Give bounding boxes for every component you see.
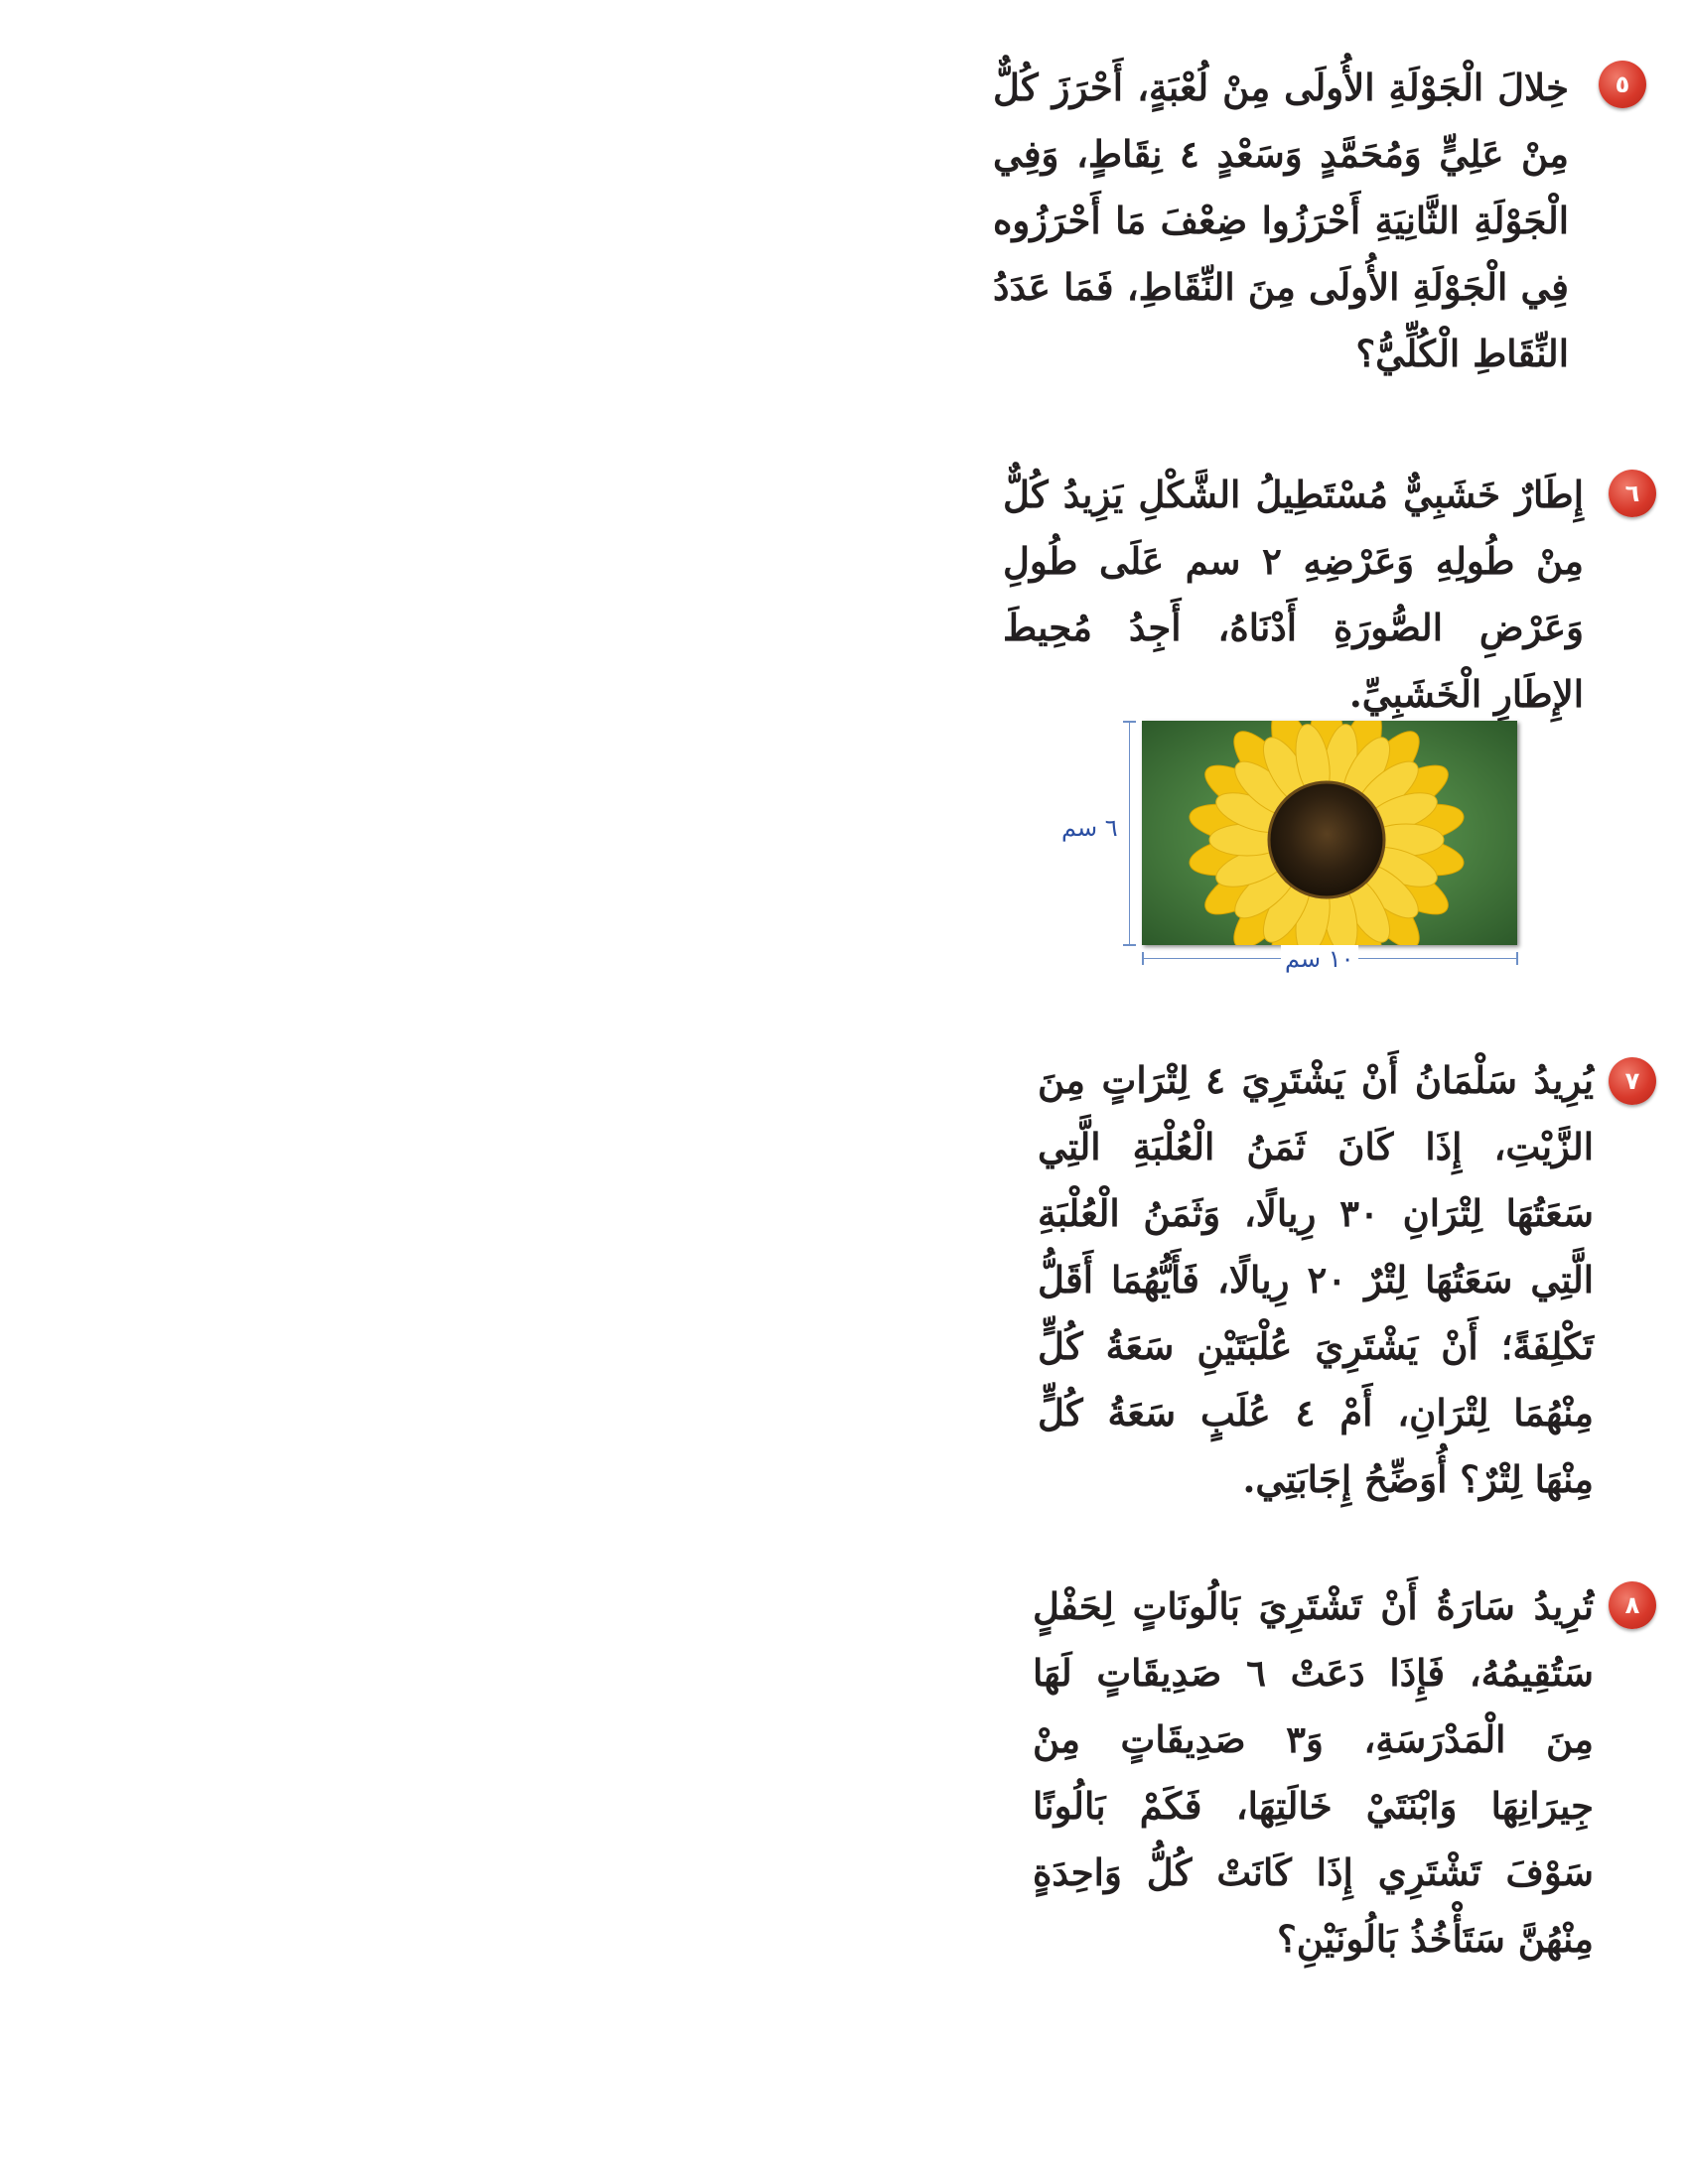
- problem-number-badge: ٧: [1609, 1057, 1656, 1105]
- dimension-tick: [1142, 952, 1144, 965]
- problem-number-badge: ٨: [1609, 1581, 1656, 1629]
- problem-text: خِلالَ الْجَوْلَةِ الأُولَى مِنْ لُعْبَةٍ، أَحْرَزَ كُلٌّ مِنْ عَلِيٍّ وَمُحَمَّدٍ وَسَعْدٍ ٤ نِقَاطٍ، وَفِي الْجَوْلَةِ الثَّانِيَةِ أَحْرَزُوا ضِعْفَ مَا أَحْرَزُوه فِي الْجَوْلَةِ الأُولَى مِنَ النِّقَاطِ، فَمَا عَدَدُ النِّقَاطِ الْكُلِّيُّ؟: [993, 66, 1569, 375]
- problem-number-badge: ٦: [1609, 470, 1656, 517]
- problem-text: إِطَارٌ خَشَبِيٌّ مُسْتَطِيلُ الشَّكْلِ يَزِيدُ كُلٌّ مِنْ طُولِهِ وَعَرْضِهِ ٢ سم عَلَى طُولِ وَعَرْضِ الصُّورَةِ أَدْنَاهُ، أَجِدُ مُحِيطَ الإِطَارِ الْخَشَبِيِّ.: [1003, 473, 1584, 716]
- picture-frame-figure: [1057, 715, 1534, 993]
- dimension-tick: [1123, 944, 1136, 946]
- dimension-tick: [1123, 721, 1136, 723]
- problem-number-badge: ٥: [1599, 61, 1646, 108]
- width-label: ١٠ سم: [1281, 945, 1358, 973]
- height-label: ٦ سم: [1057, 814, 1122, 842]
- problem-text: يُرِيدُ سَلْمَانُ أَنْ يَشْتَرِيَ ٤ لِتْرَاتٍ مِنَ الزَّيْتِ، إِذَا كَانَ ثَمَنُ الْعُلْبَةِ الَّتِي سَعَتُهَا لِتْرَانِ ٣٠ رِيالًا، وَثَمَنُ الْعُلْبَةِ الَّتِي سَعَتُهَا لِتْرٌ ٢٠ رِيالًا، فَأَيُّهُمَا أَقَلُّ تَكْلِفَةً؛ أَنْ يَشْتَرِيَ عُلْبَتَيْنِ سَعَةُ كُلٍّ مِنْهُمَا لِتْرَانِ، أَمْ ٤ عُلَبٍ سَعَةُ كُلٍّ مِنْهَا لِتْرٌ؟ أُوَضِّحُ إِجَابَتِي.: [1038, 1058, 1595, 1501]
- height-dimension-line: [1129, 721, 1130, 945]
- dimension-tick: [1516, 952, 1518, 965]
- sunflower-photo: [1142, 721, 1517, 945]
- sunflower-icon: [1142, 721, 1517, 945]
- problem-text: تُرِيدُ سَارَةُ أَنْ تَشْتَرِيَ بَالُونَاتٍ لِحَفْلٍ سَتُقِيمُهُ، فَإِذَا دَعَتْ ٦ صَدِيقَاتٍ لَهَا مِنَ الْمَدْرَسَةِ، وَ٣ صَدِيقَاتٍ مِنْ جِيرَانِهَا وَابْنَتَيْ خَالَتِهَا، فَكَمْ بَالُونًا سَوْفَ تَشْتَرِي إِذَا كَانَتْ كُلُّ وَاحِدَةٍ مِنْهُنَّ سَتَأْخُذُ بَالُونَيْنِ؟: [1033, 1584, 1594, 1961]
